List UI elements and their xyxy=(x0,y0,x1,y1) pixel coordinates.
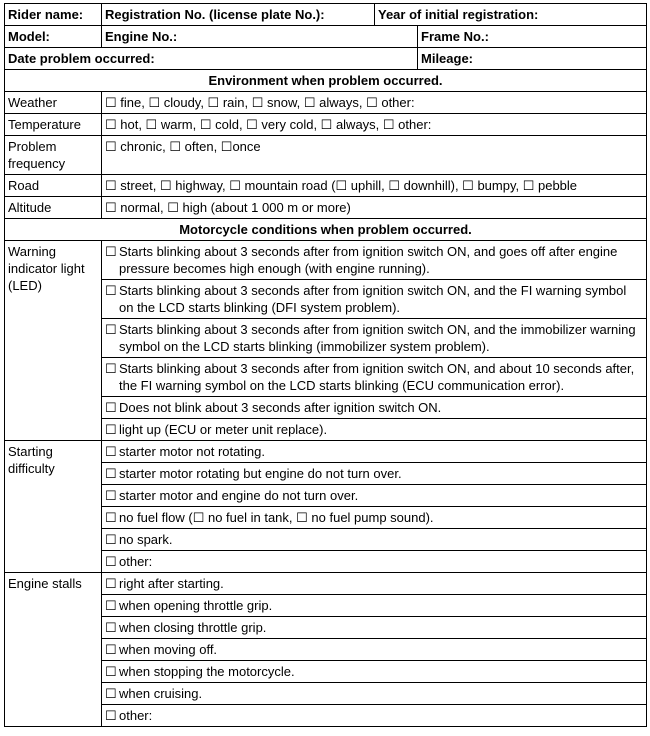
condition-option-text: other: xyxy=(119,708,153,723)
environment-row xyxy=(5,197,647,219)
row-label-text: Altitude xyxy=(8,200,52,215)
condition-option-text: Starts blinking about 3 seconds after from ignition switch ON, and the FI warning symbol on the LCD starts blinking (DFI system problem). xyxy=(119,283,627,315)
environment-row-label xyxy=(5,175,102,197)
condition-option-text: starter motor rotating but engine do not turn over. xyxy=(119,466,402,481)
condition-option-text: when closing throttle grip. xyxy=(119,620,267,635)
condition-option-text: Does not blink about 3 seconds after ignition switch ON. xyxy=(119,400,442,415)
group-label-text: Starting difficulty xyxy=(8,444,55,476)
problem-report-form xyxy=(4,3,647,727)
condition-option[interactable] xyxy=(102,419,647,441)
condition-group-label xyxy=(5,441,102,573)
environment-row-options[interactable]: ☐ chronic, ☐ often, ☐once xyxy=(102,136,647,175)
condition-option-text: starter motor not rotating. xyxy=(119,444,265,459)
environment-row xyxy=(5,136,647,175)
checkbox-icon[interactable]: ☐ xyxy=(105,244,117,259)
environment-row-options[interactable]: ☐ hot, ☐ warm, ☐ cold, ☐ very cold, ☐ always, ☐ other: xyxy=(102,114,647,136)
checkbox-icon[interactable]: ☐ xyxy=(105,664,117,679)
date-problem-field[interactable]: Date problem occurred: xyxy=(5,48,418,70)
header-row-2 xyxy=(5,26,647,48)
condition-option-wrap xyxy=(105,243,643,277)
checkbox-icon[interactable]: ☐ xyxy=(105,620,117,635)
condition-option-text: light up (ECU or meter unit replace). xyxy=(119,422,328,437)
motorcycle-heading-row xyxy=(5,219,647,241)
condition-option-wrap xyxy=(105,399,643,416)
condition-row xyxy=(5,639,647,661)
environment-row xyxy=(5,114,647,136)
checkbox-icon[interactable]: ☐ xyxy=(105,576,117,591)
condition-option[interactable] xyxy=(102,485,647,507)
condition-row xyxy=(5,705,647,727)
condition-option-text: when stopping the motorcycle. xyxy=(119,664,295,679)
condition-row xyxy=(5,485,647,507)
condition-option-text: when cruising. xyxy=(119,686,203,701)
condition-option-wrap xyxy=(105,641,643,658)
environment-row-label xyxy=(5,136,102,175)
motorcycle-heading: Motorcycle conditions when problem occurred. xyxy=(5,219,647,241)
header-row-1 xyxy=(5,4,647,26)
condition-option-text: no spark. xyxy=(119,532,173,547)
condition-option-wrap xyxy=(105,360,643,394)
condition-row xyxy=(5,617,647,639)
condition-option[interactable] xyxy=(102,683,647,705)
condition-option[interactable] xyxy=(102,551,647,573)
checkbox-icon[interactable]: ☐ xyxy=(105,400,117,415)
condition-option-wrap xyxy=(105,553,643,570)
condition-option-wrap xyxy=(105,663,643,680)
condition-option-wrap xyxy=(105,465,643,482)
condition-row xyxy=(5,463,647,485)
checkbox-icon[interactable]: ☐ xyxy=(105,466,117,481)
condition-option[interactable] xyxy=(102,319,647,358)
condition-option-wrap xyxy=(105,685,643,702)
checkbox-icon[interactable]: ☐ xyxy=(105,554,117,569)
condition-option[interactable] xyxy=(102,280,647,319)
condition-option[interactable] xyxy=(102,617,647,639)
condition-option-text: Starts blinking about 3 seconds after from ignition switch ON, and the immobilizer warning symbol on the LCD starts blinking (immobilizer system problem). xyxy=(119,322,636,354)
condition-option-wrap xyxy=(105,487,643,504)
environment-row xyxy=(5,92,647,114)
condition-row xyxy=(5,573,647,595)
model-field[interactable]: Model: xyxy=(5,26,102,48)
condition-option-text: right after starting. xyxy=(119,576,224,591)
row-label-text: Weather xyxy=(8,95,57,110)
environment-row xyxy=(5,175,647,197)
condition-option-text: Starts blinking about 3 seconds after from ignition switch ON, and goes off after engine pressure becomes high enough (with engine running). xyxy=(119,244,618,276)
condition-option-wrap xyxy=(105,707,643,724)
condition-row xyxy=(5,661,647,683)
condition-option-wrap xyxy=(105,509,643,526)
condition-row xyxy=(5,551,647,573)
condition-group-label xyxy=(5,241,102,441)
checkbox-icon[interactable]: ☐ xyxy=(105,488,117,503)
condition-row xyxy=(5,241,647,280)
condition-row xyxy=(5,441,647,463)
condition-option-wrap xyxy=(105,575,643,592)
condition-option[interactable] xyxy=(102,705,647,727)
engine-no-field[interactable]: Engine No.: xyxy=(102,26,418,48)
group-label-text: Warning indicator light (LED) xyxy=(8,244,85,293)
condition-option[interactable] xyxy=(102,529,647,551)
environment-heading: Environment when problem occurred. xyxy=(5,70,647,92)
checkbox-icon[interactable]: ☐ xyxy=(105,708,117,723)
condition-group-label xyxy=(5,573,102,727)
group-label-text: Engine stalls xyxy=(8,576,82,591)
condition-row xyxy=(5,529,647,551)
condition-row xyxy=(5,319,647,358)
environment-row-options[interactable]: ☐ street, ☐ highway, ☐ mountain road (☐ uphill, ☐ downhill), ☐ bumpy, ☐ pebble xyxy=(102,175,647,197)
condition-option[interactable] xyxy=(102,573,647,595)
condition-option-text: other: xyxy=(119,554,153,569)
condition-row xyxy=(5,397,647,419)
condition-option[interactable] xyxy=(102,358,647,397)
header-row-3 xyxy=(5,48,647,70)
condition-option-wrap xyxy=(105,597,643,614)
condition-option-wrap xyxy=(105,443,643,460)
checkbox-icon[interactable]: ☐ xyxy=(105,532,117,547)
condition-row xyxy=(5,507,647,529)
checkbox-icon[interactable]: ☐ xyxy=(105,283,117,298)
condition-option-wrap xyxy=(105,321,643,355)
checkbox-icon[interactable]: ☐ xyxy=(105,686,117,701)
condition-row xyxy=(5,280,647,319)
mileage-field[interactable]: Mileage: xyxy=(418,48,647,70)
checkbox-icon[interactable]: ☐ xyxy=(105,322,117,337)
environment-row-options[interactable]: ☐ fine, ☐ cloudy, ☐ rain, ☐ snow, ☐ always, ☐ other: xyxy=(102,92,647,114)
condition-option[interactable] xyxy=(102,441,647,463)
row-label-text: Problem frequency xyxy=(8,139,66,171)
row-label-text: Temperature xyxy=(8,117,81,132)
checkbox-icon[interactable]: ☐ xyxy=(105,422,117,437)
condition-row xyxy=(5,358,647,397)
condition-row xyxy=(5,683,647,705)
year-initial-registration-field[interactable]: Year of initial registration: xyxy=(375,4,647,26)
condition-option[interactable] xyxy=(102,507,647,529)
frame-no-field[interactable]: Frame No.: xyxy=(418,26,647,48)
environment-row-options[interactable]: ☐ normal, ☐ high (about 1 000 m or more) xyxy=(102,197,647,219)
condition-option[interactable] xyxy=(102,639,647,661)
condition-option[interactable] xyxy=(102,397,647,419)
row-label-text: Road xyxy=(8,178,40,193)
condition-option[interactable] xyxy=(102,241,647,280)
environment-row-label xyxy=(5,114,102,136)
checkbox-icon[interactable]: ☐ xyxy=(105,510,117,525)
environment-row-label xyxy=(5,197,102,219)
condition-option[interactable] xyxy=(102,661,647,683)
condition-option[interactable] xyxy=(102,463,647,485)
registration-no-field[interactable]: Registration No. (license plate No.): xyxy=(102,4,375,26)
environment-row-label xyxy=(5,92,102,114)
condition-option-wrap xyxy=(105,531,643,548)
condition-option-wrap xyxy=(105,619,643,636)
environment-heading-row xyxy=(5,70,647,92)
condition-row xyxy=(5,419,647,441)
condition-option-text: no fuel flow (☐ no fuel in tank, ☐ no fuel pump sound). xyxy=(119,510,434,525)
checkbox-icon[interactable]: ☐ xyxy=(105,361,117,376)
condition-option-text: Starts blinking about 3 seconds after from ignition switch ON, and about 10 seconds after, the FI warning symbol on the LCD starts blinking (ECU communication error). xyxy=(119,361,635,393)
condition-row xyxy=(5,595,647,617)
condition-option-text: when moving off. xyxy=(119,642,218,657)
condition-option-wrap xyxy=(105,421,643,438)
rider-name-field[interactable]: Rider name: xyxy=(5,4,102,26)
checkbox-icon[interactable]: ☐ xyxy=(105,598,117,613)
condition-option-wrap xyxy=(105,282,643,316)
condition-option-text: starter motor and engine do not turn over. xyxy=(119,488,359,503)
checkbox-icon[interactable]: ☐ xyxy=(105,642,117,657)
condition-option-text: when opening throttle grip. xyxy=(119,598,273,613)
condition-option[interactable] xyxy=(102,595,647,617)
checkbox-icon[interactable]: ☐ xyxy=(105,444,117,459)
